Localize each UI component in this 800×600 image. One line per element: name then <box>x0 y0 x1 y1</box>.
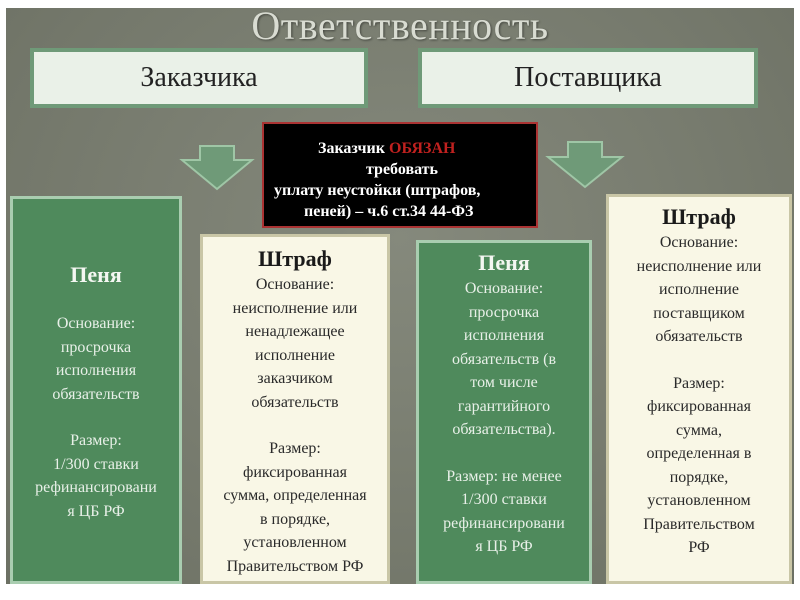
down-arrow-icon <box>178 144 256 192</box>
basis-line: заказчиком <box>257 370 333 387</box>
size-line: сумма, <box>676 421 722 439</box>
size-line: РФ <box>688 539 710 556</box>
basis-line: просрочка <box>60 338 132 356</box>
card-heading: Пеня <box>478 250 530 275</box>
size-line: порядке, <box>669 468 729 486</box>
size-line: рефинансировани <box>35 479 157 496</box>
card-supplier-penalty <box>416 240 592 584</box>
card-heading: Штраф <box>662 204 736 229</box>
spacer <box>609 349 789 372</box>
size-line: в порядке, <box>259 510 331 528</box>
basis-line: обязательств <box>655 328 743 345</box>
size-label: Размер: не менее <box>446 467 562 485</box>
basis-label: Основание: <box>464 280 544 297</box>
size-line: 1/300 ставки <box>53 455 139 473</box>
size-line: определенная в <box>646 445 752 462</box>
spacer <box>13 289 179 312</box>
size-label: Размер: <box>269 440 321 457</box>
basis-line: просрочка <box>468 303 540 321</box>
card-heading: Пеня <box>70 262 122 287</box>
size-label: Размер: <box>70 432 122 449</box>
basis-label: Основание: <box>659 234 739 251</box>
basis-line: ненадлежащее <box>245 323 345 340</box>
spacer <box>419 442 589 465</box>
size-line: установленном <box>647 492 751 509</box>
header-customer: Заказчика <box>30 48 368 108</box>
card-customer-penalty <box>10 196 182 584</box>
basis-line: исполнение <box>659 281 739 298</box>
obligation-line-4: пеней) – ч.6 ст.34 44-ФЗ <box>304 203 474 220</box>
obligation-line-3: уплату неустойки (штрафов, <box>274 182 481 199</box>
basis-line: неисполнение или <box>232 299 358 317</box>
basis-line: исполнение <box>255 346 335 364</box>
basis-label: Основание: <box>56 315 136 332</box>
basis-line: исполнения <box>463 327 545 344</box>
size-line: Правительством <box>643 515 755 533</box>
basis-line: обязательств <box>251 393 339 411</box>
size-line: я ЦБ РФ <box>475 538 533 555</box>
slide-title: Ответственность <box>251 3 549 48</box>
down-arrow-icon <box>544 140 626 190</box>
basis-line: гарантийного <box>457 397 551 415</box>
spacer <box>13 406 179 429</box>
basis-line: обязательств (в <box>451 350 556 368</box>
basis-line: том числе <box>470 374 538 391</box>
size-line: фиксированная <box>647 398 751 415</box>
obligation-box <box>262 122 538 228</box>
basis-label: Основание: <box>255 276 335 293</box>
basis-line: неисполнение или <box>636 257 762 275</box>
obligation-line-1: Заказчик ОБЯЗАН <box>318 140 456 157</box>
size-line: фиксированная <box>243 463 347 481</box>
size-line: рефинансировани <box>443 514 565 532</box>
basis-line: поставщиком <box>653 304 745 322</box>
size-line: установленном <box>243 534 347 551</box>
card-heading: Штраф <box>258 246 332 271</box>
spacer <box>203 414 387 437</box>
size-line: 1/300 ставки <box>461 491 547 508</box>
basis-line: обязательства). <box>452 421 556 438</box>
basis-line: обязательств <box>52 385 140 403</box>
size-label: Размер: <box>673 374 725 392</box>
size-line: сумма, определенная <box>223 487 367 504</box>
basis-line: исполнения <box>55 362 137 379</box>
obligation-line-2: требовать <box>366 161 438 178</box>
header-supplier: Поставщика <box>418 48 758 108</box>
size-line: я ЦБ РФ <box>67 502 125 520</box>
card-customer-fine <box>200 234 390 584</box>
card-supplier-fine <box>606 194 792 584</box>
size-line: Правительством РФ <box>226 557 364 575</box>
obligation-highlight: ОБЯЗАН <box>389 140 456 157</box>
